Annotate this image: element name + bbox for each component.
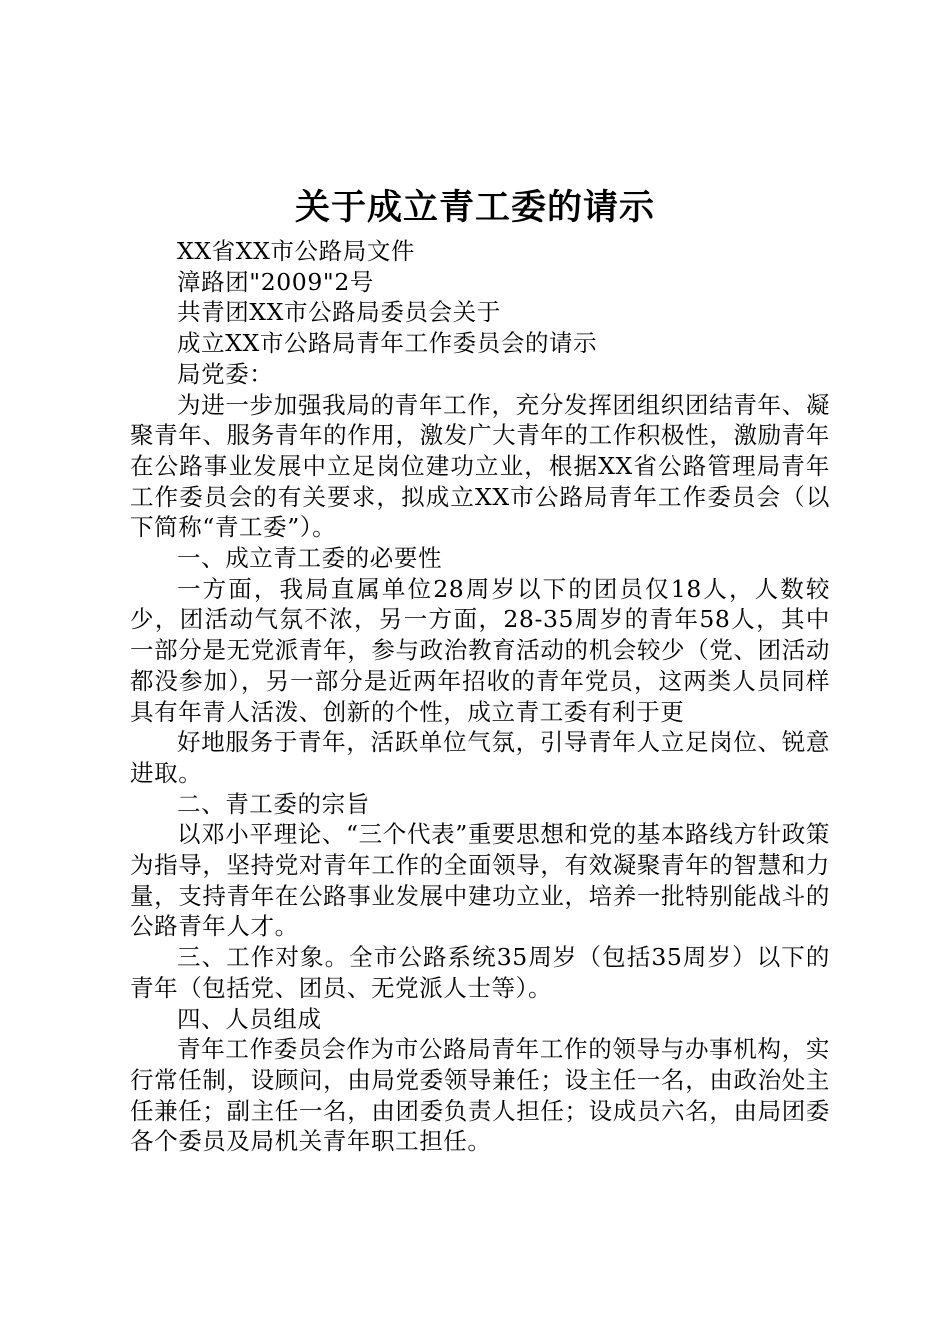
addressee-line: 局党委： — [177, 359, 274, 388]
body-paragraph: 好地服务于青年，活跃单位气氛，引导青年人立足岗位、锐意进取。 — [130, 728, 830, 787]
doc-number-line: 漳路团"2009"2号 — [177, 267, 374, 296]
body-paragraph: 一方面，我局直属单位28周岁以下的团员仅18人，人数较少，团活动气氛不浓，另一方面，28-35周岁的青年58人，其中一部分是无党派青年，参与政治教育活动的机会较少（党、团活动都没参加），另一部分是近两年招收的青年党员，这两类人员同样具有年青人活泼、创新的个性，成立青工委有利于更 — [130, 574, 830, 726]
section-paragraph: 三、工作对象。全市公路系统35周岁（包括35周岁）以下的青年（包括党、团员、无党派人士等）。 — [130, 943, 830, 1002]
body-paragraph: 以邓小平理论、“三个代表”重要思想和党的基本路线方针政策为指导，坚持党对青年工作的全面领导，有效凝聚青年的智慧和力量，支持青年在公路事业发展中建功立业，培养一批特别能战斗的公路青年人才。 — [130, 820, 830, 941]
doc-subject-line-2: 成立XX市公路局青年工作委员会的请示 — [177, 329, 598, 358]
section-heading: 一、成立青工委的必要性 — [177, 544, 443, 573]
document-title: 关于成立青工委的请示 — [294, 187, 655, 228]
document-body — [130, 236, 830, 1157]
doc-subject-line-1: 共青团XX市公路局委员会关于 — [177, 298, 501, 327]
body-paragraph: 青年工作委员会作为市公路局青年工作的领导与办事机构，实行常任制，设顾问，由局党委领导兼任；设主任一名，由政治处主任兼任；副主任一名，由团委负责人担任；设成员六名，由局团委各个委员及局机关青年职工担任。 — [130, 1035, 830, 1156]
doc-header-line: XX省XX市公路局文件 — [177, 237, 416, 265]
section-heading: 四、人员组成 — [177, 1004, 322, 1033]
intro-paragraph: 为进一步加强我局的青年工作，充分发挥团组织团结青年、凝聚青年、服务青年的作用，激发广大青年的工作积极性，激励青年在公路事业发展中立足岗位建功立业，根据XX省公路管理局青年工作委员会的有关要求，拟成立XX市公路局青年工作委员会（以下简称“青工委”）。 — [130, 390, 830, 542]
section-heading: 二、青工委的宗旨 — [177, 789, 370, 818]
